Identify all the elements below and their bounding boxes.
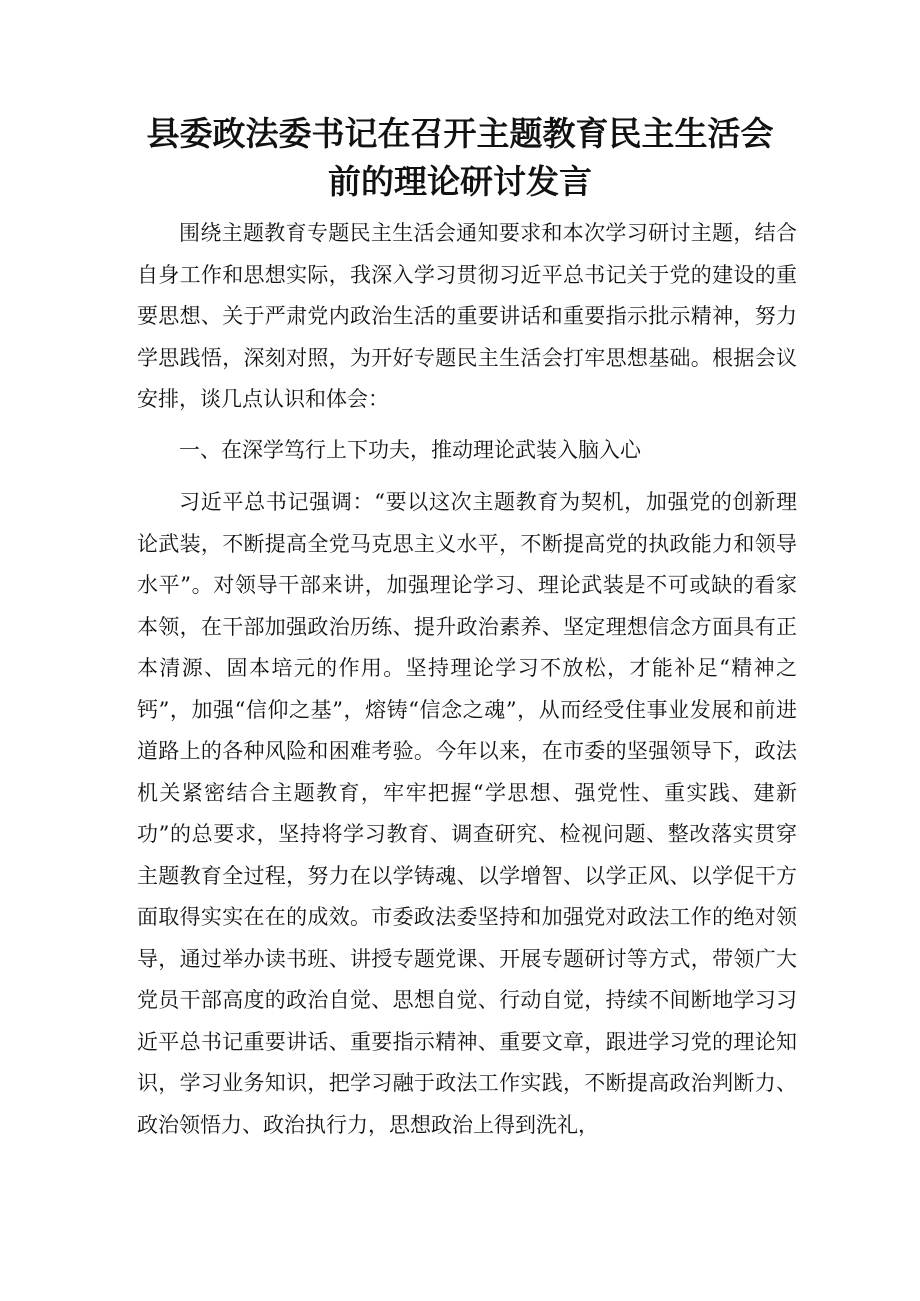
section-heading-1: 一、在深学笃行上下功夫，推动理论武装入脑入心 [179,438,641,462]
intro-paragraph: 围绕主题教育专题民主生活会通知要求和本次学习研讨主题，结合自身工作和思想实际，我深入学习贯彻习近平总书记关于党的建设的重要思想、关于严肃党内政治生活的重要讲话和重要指示批示精神，努力学思践悟，深刻对照，为开好专题民主生活会打牢思想基础。根据会议安排，谈几点认识和体会： [137,221,797,411]
section-paragraph-1: 习近平总书记强调：“要以这次主题教育为契机，加强党的创新理论武装，不断提高全党马克思主义水平，不断提高党的执政能力和领导水平”。对领导干部来讲，加强理论学习、理论武装是不可或缺的看家本领，在干部加强政治历练、提升政治素养、坚定理想信念方面具有正本清源、固本培元的作用。坚持理论学习不放松，才能补足“精神之钙”，加强“信仰之基”，熔铸“信念之魂”，从而经受住事业发展和前进道路上的各种风险和困难考验。今年以来，在市委的坚强领导下，政法机关紧密结合主题教育，牢牢把握“学思想、强党性、重实践、建新功”的总要求，坚持将学习教育、调查研究、检视问题、整改落实贯穿主题教育全过程，努力在以学铸魂、以学增智、以学正风、以学促干方面取得实实在在的成效。市委政法委坚持和加强党对政法工作的绝对领导，通过举办读书班、讲授专题党课、开展专题研讨等方式，带领广大党员干部高度的政治自觉、思想自觉、行动自觉，持续不间断地学习习近平总书记重要讲话、重要指示精神、重要文章，跟进学习党的理论知识，学习业务知识，把学习融于政法工作实践，不断提高政治判断力、政治领悟力、政治执行力，思想政治上得到洗礼， [137,490,797,1137]
document-title-line-1: 县委政法委书记在召开主题教育民主生活会 [146,114,774,153]
document-title-line-2: 前的理论研讨发言 [328,162,592,201]
